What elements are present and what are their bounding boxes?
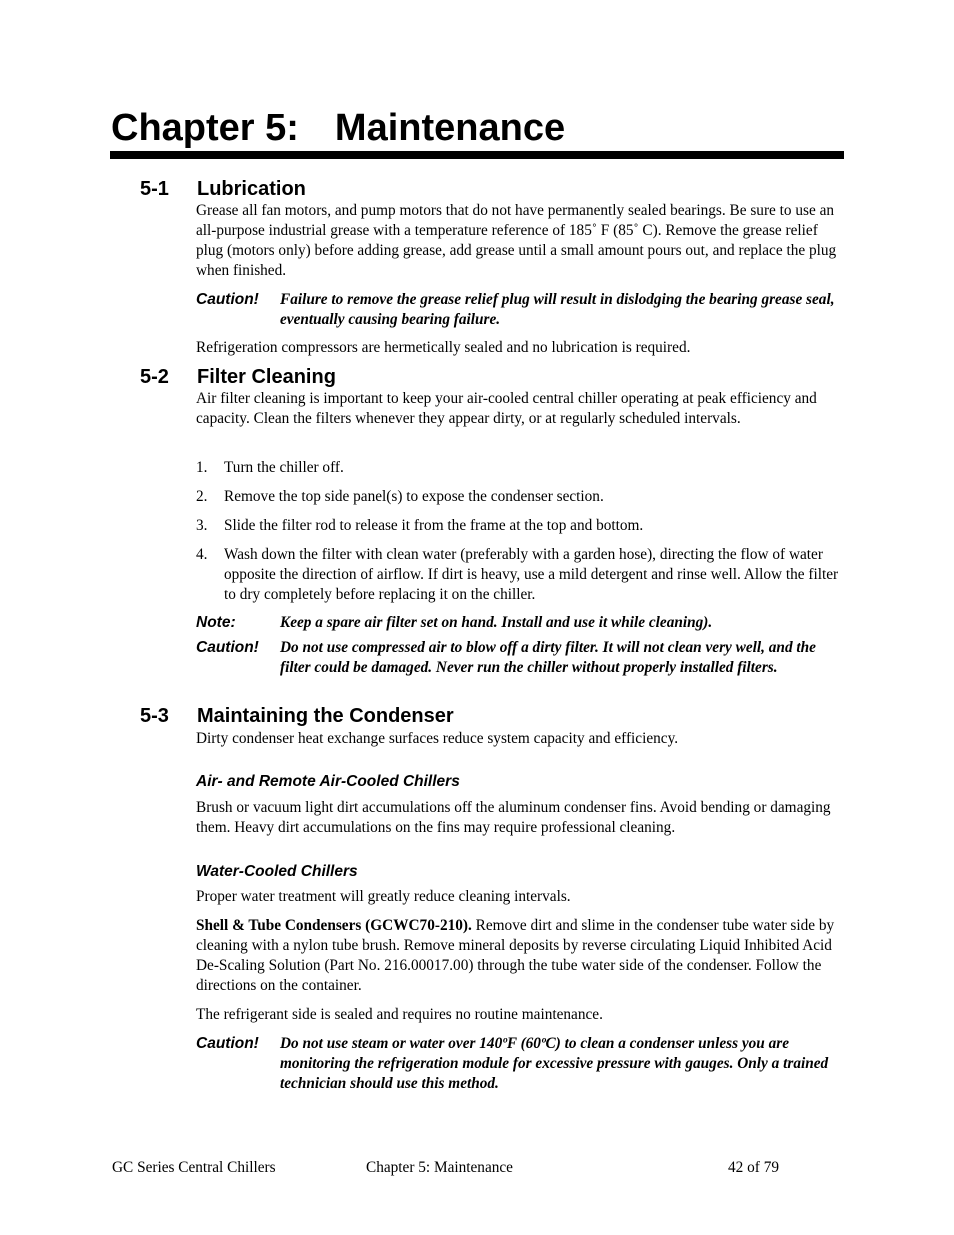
caution-label: Caution! [196,291,259,308]
caution-label: Caution! [196,639,259,656]
caution-text: Do not use compressed air to blow off a dirty filter. It will not clean very well, and the filter could be damaged. Never run the chiller without properly installed filters. [280,639,816,676]
note-label: Note: [196,614,236,631]
step-text: Turn the chiller off. [224,459,344,476]
footer-center: Chapter 5: Maintenance [366,1159,513,1176]
step-number: 2. [196,488,208,505]
note-text: Keep a spare air filter set on hand. Install and use it while cleaning). [280,614,713,631]
section-heading-lubrication [140,177,306,201]
footer-page-number: 42 of 79 [728,1159,779,1176]
chapter-name: Maintenance [334,107,566,149]
water-cooled-paragraph: Proper water treatment will greatly reduce cleaning intervals. [196,888,571,905]
shell-tube-model: GCWC70-210 [370,917,463,934]
shell-tube-label-end: ). [462,917,472,934]
filter-paragraph: Air filter cleaning is important to keep your air-cooled central chiller operating at peak efficiency and capacity. Clean the filters whenever they appear dirty, or at regularly scheduled intervals. [196,390,817,427]
footer-left: GC Series Central Chillers [112,1159,276,1176]
section-number: 5-2 [140,366,169,388]
caution-label: Caution! [196,1035,259,1052]
section-heading-condenser [140,704,454,728]
section-title: Lubrication [197,178,306,200]
subheading-air-cooled: Air- and Remote Air-Cooled Chillers [196,773,460,790]
chapter-number: Chapter 5: [111,107,299,149]
step-text: Slide the filter rod to release it from the frame at the top and bottom. [224,517,644,534]
section-number: 5-1 [140,178,169,200]
section-title: Filter Cleaning [197,366,336,388]
air-cooled-paragraph: Brush or vacuum light dirt accumulations off the aluminum condenser fins. Avoid bending or damaging them. Heavy dirt accumulations on the fins may require professional cleaning. [196,799,831,836]
shell-tube-text: Remove dirt and slime in the condenser tube water side by cleaning with a nylon tube brush. Remove mineral deposits by reverse circulating Liquid Inhibited Acid De-Scaling Solution (Part No. 216.00017.00) through the tube water side of the condenser. Follow the directions on the container. [196,917,835,994]
subheading-water-cooled: Water-Cooled Chillers [196,863,358,880]
section-heading-filter-cleaning [140,365,336,389]
caution-text: Failure to remove the grease relief plug will result in dislodging the bearing grease seal, eventually causing bearing failure. [280,291,835,328]
condenser-paragraph: Dirty condenser heat exchange surfaces reduce system capacity and efficiency. [196,730,679,747]
section-number: 5-3 [140,705,169,727]
compressor-paragraph: Refrigeration compressors are hermetically sealed and no lubrication is required. [196,339,691,356]
step-number: 1. [196,459,208,476]
step-number: 4. [196,546,208,563]
shell-tube-paragraph [196,916,846,996]
shell-tube-label: Shell & Tube Condensers ( [196,917,371,934]
step-number: 3. [196,517,208,534]
caution-text: Do not use steam or water over 140ºF (60ºC) to clean a condenser unless you are monitoring the refrigeration module for excessive pressure with gauges. Only a trained technician should use this method. [280,1035,829,1092]
refrigerant-paragraph: The refrigerant side is sealed and requires no routine maintenance. [196,1006,603,1023]
section-title: Maintaining the Condenser [197,705,454,727]
chapter-title [111,104,565,152]
title-rule [110,151,844,159]
step-text: Wash down the filter with clean water (preferably with a garden hose), directing the flow of water opposite the direction of airflow. If dirt is heavy, use a mild detergent and rinse well. Allow the filter to dry completely before replacing it on the chiller. [224,546,839,603]
step-text: Remove the top side panel(s) to expose the condenser section. [224,488,604,505]
lubrication-paragraph: Grease all fan motors, and pump motors that do not have permanently sealed bearings. Be sure to use an all-purpose industrial grease with a temperature reference of 185˚ F (85˚ C). Remove the grease relief plug (motors only) before adding grease, add grease until a small amount pours out, and replace the plug when finished. [196,202,837,279]
